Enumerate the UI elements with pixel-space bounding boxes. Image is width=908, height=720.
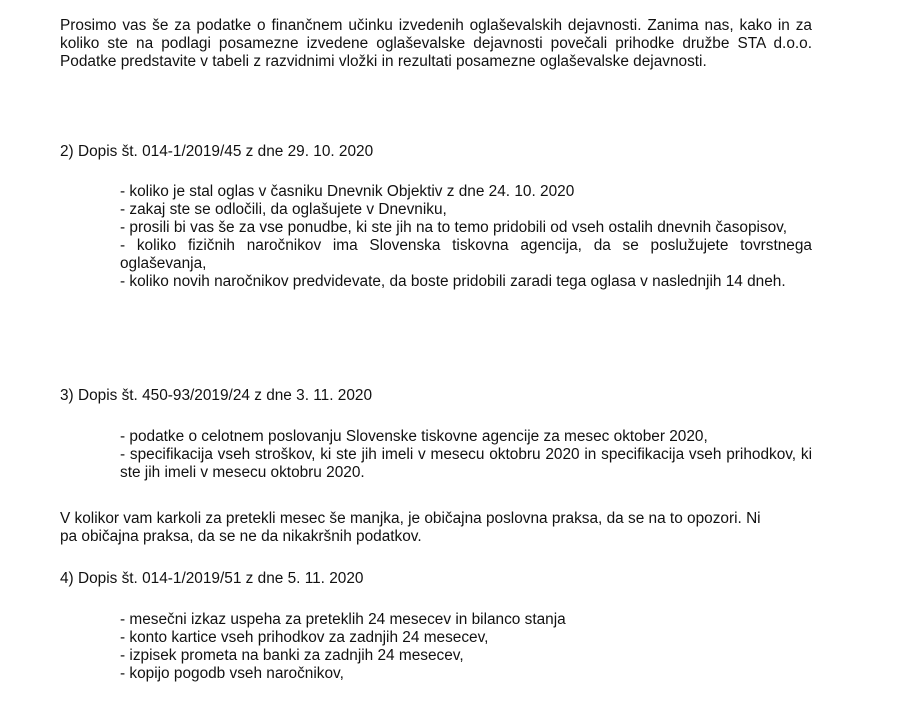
- section-2-heading: 2) Dopis št. 014-1/2019/45 z dne 29. 10. 2020: [60, 143, 374, 160]
- section-2-list: [120, 183, 812, 291]
- list-item: - koliko novih naročnikov predvidevate, da boste pridobili zaradi tega oglasa v naslednjih 14 dneh.: [120, 273, 786, 290]
- section-3-note: V kolikor vam karkoli za pretekli mesec še manjka, je običajna poslovna praksa, da se na to opozori. Ni pa običajna praksa, da se ne da nikakršnih podatkov.: [60, 510, 761, 545]
- list-item: - prosili bi vas še za vse ponudbe, ki ste jih na to temo pridobili od vseh ostalih dnevnih časopisov,: [120, 219, 788, 236]
- section-4-heading: 4) Dopis št. 014-1/2019/51 z dne 5. 11. 2020: [60, 570, 364, 587]
- list-item: - specifikacija vseh stroškov, ki ste jih imeli v mesecu oktobru 2020 in specifikacija vseh prihodkov, ki ste jih imeli v mesecu oktobru 2020.: [120, 446, 812, 481]
- list-item: - izpisek prometa na banki za zadnjih 24 mesecev,: [120, 647, 464, 664]
- list-item: - koliko fizičnih naročnikov ima Slovenska tiskovna agencija, da se poslužujete tovrstnega oglaševanja,: [120, 237, 812, 272]
- section-4-list: [120, 611, 812, 683]
- intro-paragraph: Prosimo vas še za podatke o finančnem učinku izvedenih oglaševalskih dejavnosti. Zanima nas, kako in za koliko ste na podlagi posamezne izvedene oglaševalske dejavnosti povečali prihodke družbe STA d.o.o. Podatke predstavite v tabeli z razvidnimi vložki in rezultati posamezne oglaševalske dejavnosti.: [60, 17, 812, 70]
- section-3-heading: 3) Dopis št. 450-93/2019/24 z dne 3. 11. 2020: [60, 387, 373, 404]
- list-item: - konto kartice vseh prihodkov za zadnjih 24 mesecev,: [120, 629, 489, 646]
- section-3-list: [120, 428, 812, 482]
- list-item: - podatke o celotnem poslovanju Slovenske tiskovne agencije za mesec oktober 2020,: [120, 428, 708, 445]
- list-item: - zakaj ste se odločili, da oglašujete v Dnevniku,: [120, 201, 447, 218]
- list-item: - koliko je stal oglas v časniku Dnevnik Objektiv z dne 24. 10. 2020: [120, 183, 575, 200]
- list-item: - kopijo pogodb vseh naročnikov,: [120, 665, 344, 682]
- list-item: - mesečni izkaz uspeha za preteklih 24 mesecev in bilanco stanja: [120, 611, 566, 628]
